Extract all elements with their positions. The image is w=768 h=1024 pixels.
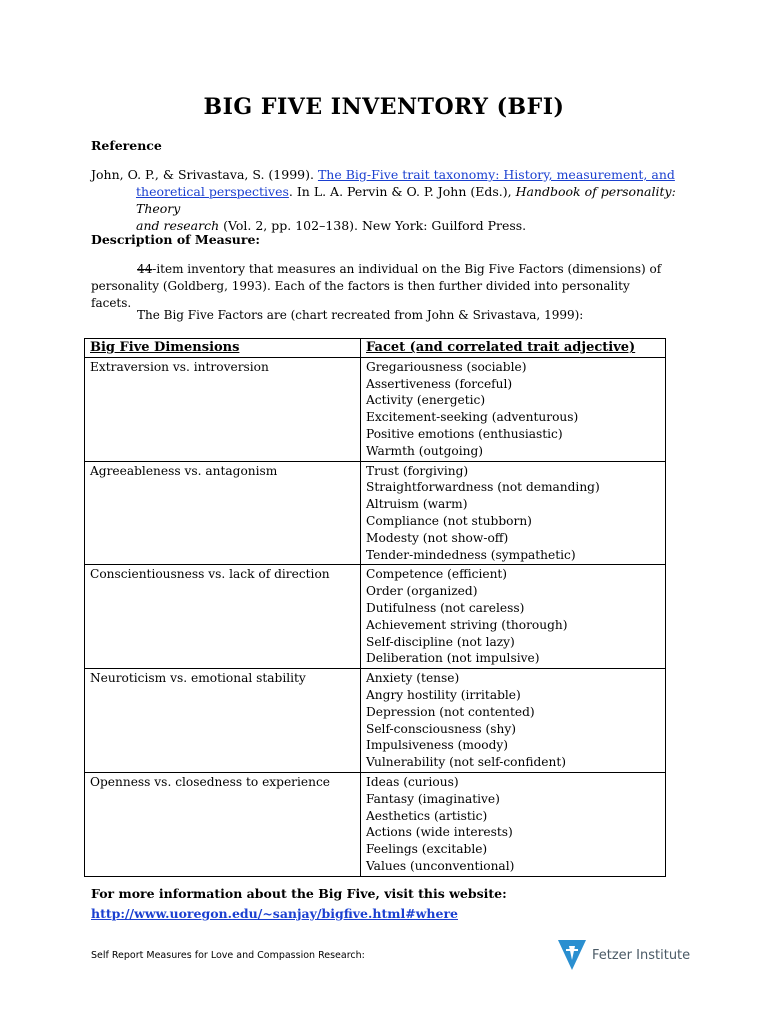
table-row [85, 357, 666, 461]
reference-authors: John, O. P., & Srivastava, S. (1999). [91, 167, 318, 182]
facet-item: Dutifulness (not careless) [366, 600, 525, 615]
table-intro: The Big Five Factors are (chart recreated from John & Srivastava, 1999): [137, 308, 584, 322]
table-row [85, 772, 666, 876]
facets-cell [361, 565, 666, 669]
facets-cell [361, 772, 666, 876]
big-five-table [84, 338, 666, 877]
facet-item: Aesthetics (artistic) [366, 808, 488, 823]
facet-item: Self-discipline (not lazy) [366, 634, 515, 649]
reference-citation: John, O. P., & Srivastava, S. (1999). The Big-Five trait taxonomy: History, measurement, and theoretical perspectives. In L. A. Pervin & O. P. John (Eds.), Handbook of personality: Theory and research (Vol. 2, pp. 102–138). New York: Guilford Press. [91, 167, 676, 233]
footer-text: Self Report Measures for Love and Compassion Research: [91, 950, 365, 961]
dimension-cell: Extraversion vs. introversion [85, 357, 361, 461]
reference-book-title-continued: and research [136, 218, 220, 233]
facet-item: Gregariousness (sociable) [366, 359, 527, 374]
fetzer-logo [558, 940, 690, 970]
reference-book-title: Handbook of personality: Theory [136, 184, 676, 216]
dimension-cell: Neuroticism vs. emotional stability [85, 669, 361, 773]
facets-cell [361, 669, 666, 773]
facet-item: Modesty (not show-off) [366, 530, 509, 545]
facet-item: Altruism (warm) [366, 497, 468, 512]
page-title: BIG FIVE INVENTORY (BFI) [203, 94, 565, 120]
facet-item: Impulsiveness (moody) [366, 738, 509, 753]
facet-item: Warmth (outgoing) [366, 443, 484, 458]
facet-item: Actions (wide interests) [366, 825, 513, 840]
table-row [85, 461, 666, 565]
facet-item: Activity (energetic) [366, 393, 486, 408]
fetzer-logo-text: Fetzer Institute [592, 947, 691, 963]
facet-item: Feelings (excitable) [366, 842, 488, 857]
more-info: For more information about the Big Five, visit this website: http://www.uoregon.edu/~sanjay/bigfive.html#where [91, 884, 507, 924]
facet-item: Ideas (curious) [366, 774, 459, 789]
facet-item: Excitement-seeking (adventurous) [366, 410, 579, 425]
facet-item: Fantasy (imaginative) [366, 791, 500, 806]
facet-item: Vulnerability (not self-confident) [366, 755, 567, 770]
header-dimensions: Big Five Dimensions [85, 339, 361, 358]
dimension-cell: Conscientiousness vs. lack of direction [85, 565, 361, 669]
reference-link[interactable]: The Big-Five trait taxonomy: History, measurement, and [317, 167, 675, 182]
table-row [85, 669, 666, 773]
facet-item: Angry hostility (irritable) [366, 687, 521, 702]
facet-item: Anxiety (tense) [366, 671, 460, 686]
item-count: 44 [137, 262, 153, 276]
facet-item: Competence (efficient) [366, 567, 508, 582]
facet-item: Order (organized) [366, 584, 478, 599]
fetzer-logo-icon [558, 940, 586, 970]
facet-item: Straightforwardness (not demanding) [366, 480, 600, 495]
facet-item: Compliance (not stubborn) [366, 513, 532, 528]
facet-item: Values (unconventional) [366, 858, 515, 873]
bigfive-website-link[interactable]: http://www.uoregon.edu/~sanjay/bigfive.html#where [91, 906, 459, 921]
facet-item: Assertiveness (forceful) [366, 376, 513, 391]
facets-cell [361, 357, 666, 461]
facet-item: Achievement striving (thorough) [366, 617, 568, 632]
dimension-cell: Agreeableness vs. antagonism [85, 461, 361, 565]
facet-item: Trust (forgiving) [366, 463, 469, 478]
facet-item: Depression (not contented) [366, 704, 535, 719]
table-row [85, 565, 666, 669]
facet-item: Positive emotions (enthusiastic) [366, 426, 563, 441]
dimension-cell: Openness vs. closedness to experience [85, 772, 361, 876]
reference-heading: Reference [91, 138, 162, 153]
description-heading: Description of Measure: [91, 232, 261, 247]
facets-cell [361, 461, 666, 565]
header-facets: Facet (and correlated trait adjective) [361, 339, 666, 358]
facet-item: Deliberation (not impulsive) [366, 651, 540, 666]
facet-item: Self-consciousness (shy) [366, 721, 517, 736]
description-text: 44-item inventory that measures an individual on the Big Five Factors (dimensions) of personality (Goldberg, 1993). Each of the factors is then further divided into personality facets. [91, 262, 662, 310]
reference-link-continued[interactable]: theoretical perspectives [136, 184, 289, 199]
facet-item: Tender-mindedness (sympathetic) [366, 547, 576, 562]
